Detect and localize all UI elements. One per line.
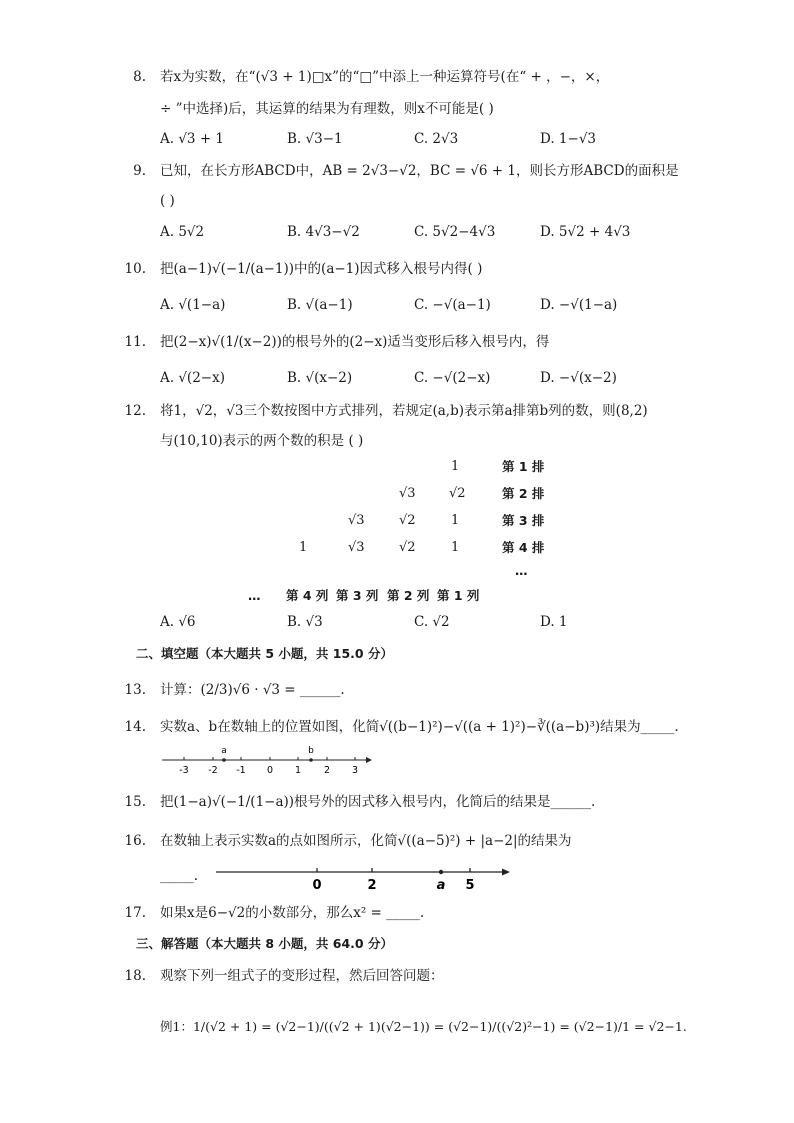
q12-option-d[interactable]: D. 1: [540, 614, 568, 630]
col-label-1: 第 1 列: [437, 588, 480, 603]
q9-option-b[interactable]: B. 4√3−√2: [287, 224, 360, 240]
tri-r2-c2: √3: [399, 486, 416, 501]
point-a-dot: [439, 870, 443, 874]
q11-option-c[interactable]: C. −√(2−x): [414, 370, 491, 386]
tick-label: -1: [236, 765, 246, 776]
q15-stem: 把(1−a)√(−1/(1−a))根号外的因式移入根号内，化简后的结果是______.: [160, 794, 596, 810]
tick-label: -3: [179, 765, 189, 776]
axis-label-2: 2: [367, 878, 377, 893]
q9-option-c[interactable]: C. 5√2−4√3: [414, 224, 496, 240]
tick-label: 1: [294, 765, 302, 776]
q12-option-a[interactable]: A. √6: [160, 614, 196, 630]
q8-option-d[interactable]: D. 1−√3: [540, 131, 597, 147]
q10-stem: 把(a−1)√(−1/(a−1))中的(a−1)因式移入根号内得( ): [160, 261, 483, 277]
q9-option-d[interactable]: D. 5√2 + 4√3: [540, 224, 631, 240]
tick-label: 2: [323, 765, 331, 776]
q8-number: 8.: [133, 69, 146, 85]
q9-number: 9.: [133, 163, 146, 179]
q12-option-c[interactable]: C. √2: [414, 614, 450, 630]
q14-number: 14.: [124, 719, 146, 735]
q8-option-b[interactable]: B. √3−1: [287, 131, 343, 147]
q16-answer-blank[interactable]: _____.: [160, 868, 199, 884]
q9-stem-line2: ( ): [160, 193, 175, 209]
q9-option-a[interactable]: A. 5√2: [160, 224, 205, 240]
q11-option-d[interactable]: D. −√(x−2): [540, 370, 617, 386]
q13-stem: 计算：(2/3)√6 · √3 = ______.: [160, 682, 345, 698]
row-label-2: 第 2 排: [502, 486, 545, 501]
axis-label-5: 5: [465, 878, 475, 893]
q8-stem-line2: ÷ ”中选择)后，其运算的结果为有理数，则x不可能是( ): [160, 101, 494, 117]
q15-number: 15.: [124, 794, 146, 810]
tri-r3-c3: √3: [348, 513, 365, 528]
row-label-4: 第 4 排: [502, 540, 545, 555]
point-a-label: a: [221, 746, 227, 756]
q18-example: 例1：1/(√2 + 1) = (√2−1)/((√2 + 1)(√2−1)) = (√2−1)/((√2)²−1) = (√2−1)/1 = √2−1.: [160, 1019, 687, 1034]
tri-r3-c2: √2: [399, 513, 416, 528]
q8-option-c[interactable]: C. 2√3: [414, 131, 459, 147]
q10-option-c[interactable]: C. −√(a−1): [414, 297, 491, 313]
tick-label: 3: [351, 765, 359, 776]
q11-stem: 把(2−x)√(1/(x−2))的根号外的(2−x)适当变形后移入根号内，得: [160, 334, 550, 350]
axis-label-0: 0: [312, 878, 322, 893]
q10-number: 10.: [124, 261, 146, 277]
tri-r4-c1: 1: [451, 540, 460, 555]
col-label-3: 第 3 列: [336, 588, 379, 603]
q11-option-a[interactable]: A. √(2−x): [160, 370, 225, 386]
q11-number: 11.: [124, 334, 146, 350]
q18-stem: 观察下列一组式子的变形过程，然后回答问题：: [160, 968, 444, 984]
q8-option-a[interactable]: A. √3 + 1: [160, 131, 225, 147]
axis-label-a: a: [436, 878, 446, 893]
q8-stem-line1: 若x为实数，在“(√3 + 1)□x”的“□”中添上一种运算符号(在“ + ，−，×，: [160, 69, 610, 85]
q11-option-b[interactable]: B. √(x−2): [287, 370, 353, 386]
q14-number-line: [158, 744, 374, 776]
point-a-dot: [222, 758, 226, 762]
rows-ellipsis: …: [515, 563, 528, 578]
tri-r4-c2: √2: [399, 540, 416, 555]
col-label-4: 第 4 列: [286, 588, 329, 603]
tick-label: 0: [266, 765, 274, 776]
tri-r4-c3: √3: [348, 540, 365, 555]
q12-stem-line1: 将1，√2，√3三个数按图中方式排列，若规定(a,b)表示第a排第b列的数，则(8,2): [160, 403, 648, 419]
q17-number: 17.: [124, 905, 146, 921]
q12-stem-line2: 与(10,10)表示的两个数的积是 ( ): [160, 433, 364, 449]
tri-r1-c1: 1: [451, 459, 460, 474]
q10-option-b[interactable]: B. √(a−1): [287, 297, 353, 313]
tri-r4-c4: 1: [299, 540, 308, 555]
q10-option-a[interactable]: A. √(1−a): [160, 297, 226, 313]
q17-stem: 如果x是6−√2的小数部分，那么x² = _____.: [160, 905, 425, 921]
section-fill-in-title: 二、填空题（本大题共 5 小题，共 15.0 分）: [136, 646, 393, 661]
tri-r3-c1: 1: [451, 513, 460, 528]
q9-stem-line1: 已知，在长方形ABCD中，AB = 2√3−√2，BC = √6 + 1，则长方形ABCD的面积是: [160, 163, 679, 179]
col-ellipsis: …: [248, 588, 261, 603]
q12-number: 12.: [124, 403, 146, 419]
tick-label: -2: [208, 765, 218, 776]
q16-stem: 在数轴上表示实数a的点如图所示，化简√((a−5)²) + |a−2|的结果为: [160, 833, 572, 849]
row-label-1: 第 1 排: [502, 459, 545, 474]
tri-r2-c1: √2: [449, 486, 466, 501]
point-b-label: b: [308, 746, 314, 756]
q10-option-d[interactable]: D. −√(1−a): [540, 297, 618, 313]
q16-number-line: [212, 862, 512, 896]
q16-number: 16.: [124, 833, 146, 849]
col-label-2: 第 2 列: [387, 588, 430, 603]
q18-number: 18.: [124, 968, 146, 984]
row-label-3: 第 3 排: [502, 513, 545, 528]
q14-stem: 实数a、b在数轴上的位置如图，化简√((b−1)²)−√((a + 1)²)−∛((a−b)³)结果为_____.: [160, 719, 679, 735]
q13-number: 13.: [124, 682, 146, 698]
section-solution-title: 三、解答题（本大题共 8 小题，共 64.0 分）: [136, 936, 393, 951]
q12-option-b[interactable]: B. √3: [287, 614, 323, 630]
point-b-dot: [309, 758, 313, 762]
